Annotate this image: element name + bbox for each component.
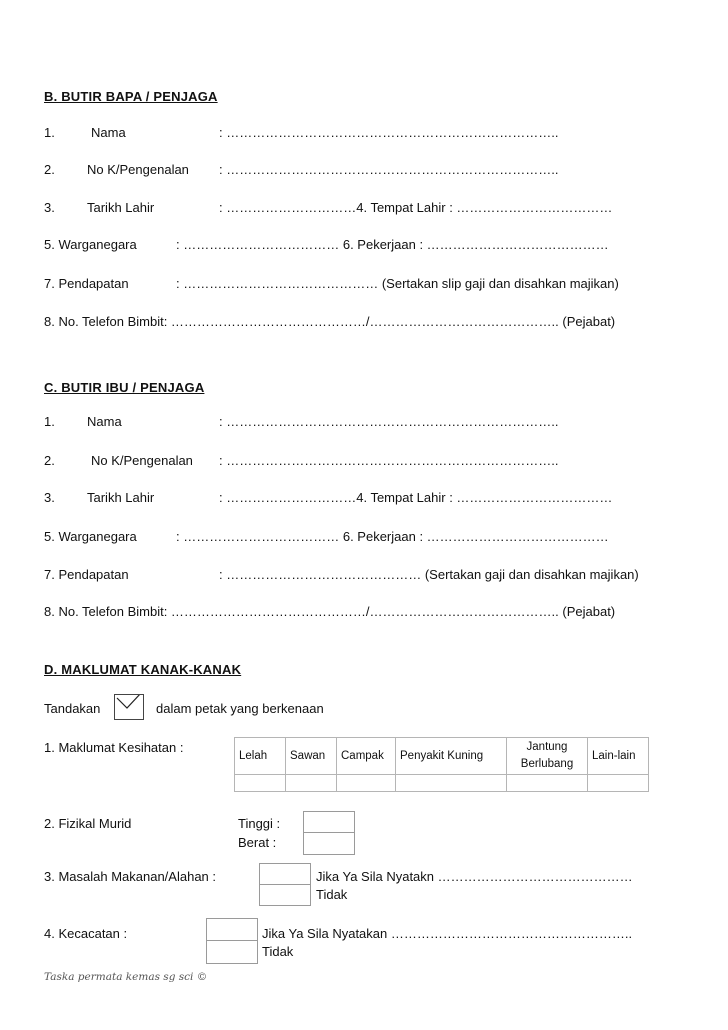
berat-input[interactable]	[303, 832, 355, 855]
berat-label: Berat :	[238, 835, 277, 850]
b-warganegara-field[interactable]: : ……………………………… 6. Pekerjaan : ……………………………………	[176, 237, 609, 252]
makanan-label: 3. Masalah Makanan/Alahan :	[44, 869, 216, 884]
makanan-ya-checkbox[interactable]	[259, 863, 311, 885]
b-ic-num: 2.	[44, 162, 55, 177]
b-nama-label: Nama	[91, 125, 126, 140]
kecacatan-ya-checkbox[interactable]	[206, 918, 258, 941]
col-lain-lain: Lain-lain	[588, 738, 649, 775]
c-nama-label: Nama	[87, 414, 122, 429]
section-d-heading: D. MAKLUMAT KANAK-KANAK	[44, 662, 242, 677]
col-campak: Campak	[337, 738, 396, 775]
col-lelah: Lelah	[235, 738, 286, 775]
c-tarikh-label: Tarikh Lahir	[87, 490, 155, 505]
sample-checkbox	[114, 694, 144, 720]
kecacatan-tidak-checkbox[interactable]	[206, 940, 258, 964]
fizikal-label: 2. Fizikal Murid	[44, 816, 132, 831]
b-telefon-field[interactable]: 8. No. Telefon Bimbit: ………………………………………/…………………………………….. (Pejabat)	[44, 314, 616, 329]
b-ic-label: No K/Pengenalan	[87, 162, 189, 177]
campak-checkbox[interactable]	[337, 775, 396, 792]
makanan-ya-field[interactable]: Jika Ya Sila Nyatakn ………………………………………	[316, 869, 633, 884]
lain-lain-checkbox[interactable]	[588, 775, 649, 792]
tinggi-input[interactable]	[303, 811, 355, 833]
c-nama-field[interactable]: : …………………………………………………………………..	[219, 414, 559, 429]
lelah-checkbox[interactable]	[235, 775, 286, 792]
kecacatan-tidak-label: Tidak	[262, 944, 294, 959]
col-penyakit-kuning: Penyakit Kuning	[396, 738, 507, 775]
c-telefon-field[interactable]: 8. No. Telefon Bimbit: ………………………………………/…………………………………….. (Pejabat)	[44, 604, 616, 619]
c-warganegara-label: 5. Warganegara	[44, 529, 137, 544]
b-tarikh-label: Tarikh Lahir	[87, 200, 155, 215]
footer-signature: Taska permata kemas sg sci ©	[44, 971, 208, 983]
b-tarikh-field[interactable]: : …………………………4. Tempat Lahir : ………………………………	[219, 200, 613, 215]
c-warganegara-field[interactable]: : ……………………………… 6. Pekerjaan : ……………………………………	[176, 529, 609, 544]
b-pendapatan-label: 7. Pendapatan	[44, 276, 129, 291]
checkmark-icon	[115, 695, 143, 719]
col-jantung-berlubang: Jantung Berlubang	[507, 738, 588, 775]
tandakan-instruction: dalam petak yang berkenaan	[156, 701, 324, 716]
tandakan-label: Tandakan	[44, 701, 101, 716]
c-ic-num: 2.	[44, 453, 55, 468]
jantung-berlubang-checkbox[interactable]	[507, 775, 588, 792]
b-pendapatan-field[interactable]: : ……………………………………… (Sertakan slip gaji dan disahkan majikan)	[176, 276, 619, 291]
b-warganegara-label: 5. Warganegara	[44, 237, 137, 252]
kecacatan-ya-field[interactable]: Jika Ya Sila Nyatakan ………………………………………………..	[262, 926, 633, 941]
c-ic-field[interactable]: : …………………………………………………………………..	[219, 453, 559, 468]
b-nama-field[interactable]: : …………………………………………………………………..	[219, 125, 559, 140]
kesihatan-label: 1. Maklumat Kesihatan :	[44, 740, 184, 755]
tinggi-label: Tinggi :	[238, 816, 281, 831]
col-sawan: Sawan	[286, 738, 337, 775]
health-table	[234, 737, 649, 792]
c-tarikh-num: 3.	[44, 490, 55, 505]
section-b-heading: B. BUTIR BAPA / PENJAGA	[44, 89, 218, 104]
makanan-tidak-checkbox[interactable]	[259, 884, 311, 906]
b-ic-field[interactable]: : …………………………………………………………………..	[219, 162, 559, 177]
c-pendapatan-label: 7. Pendapatan	[44, 567, 129, 582]
c-pendapatan-field[interactable]: : ……………………………………… (Sertakan gaji dan disahkan majikan)	[219, 567, 639, 582]
penyakit-kuning-checkbox[interactable]	[396, 775, 507, 792]
b-tarikh-num: 3.	[44, 200, 55, 215]
c-ic-label: No K/Pengenalan	[91, 453, 193, 468]
c-tarikh-field[interactable]: : …………………………4. Tempat Lahir : ………………………………	[219, 490, 613, 505]
kecacatan-label: 4. Kecacatan :	[44, 926, 128, 941]
c-nama-num: 1.	[44, 414, 55, 429]
b-nama-num: 1.	[44, 125, 55, 140]
sawan-checkbox[interactable]	[286, 775, 337, 792]
section-c-heading: C. BUTIR IBU / PENJAGA	[44, 380, 205, 395]
makanan-tidak-label: Tidak	[316, 887, 348, 902]
